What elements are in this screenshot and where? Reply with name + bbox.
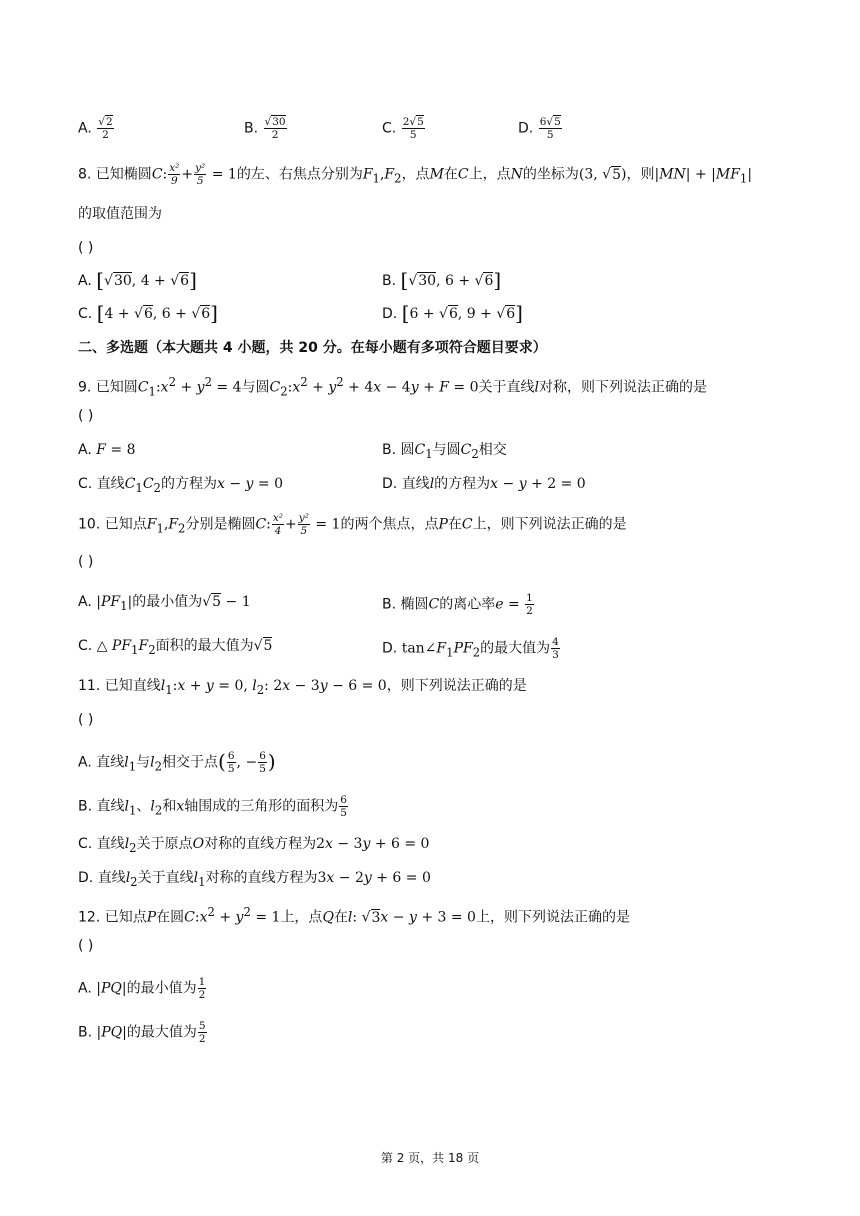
q12-option-b: B. |PQ|的最大值为 $\frac{5}{2}$ [78,1020,206,1045]
q11-option-c: C. 直线$l_2$关于原点O对称的直线方程为2x − 3y + 6 = 0 [78,836,430,855]
q10-option-a: A. $|PF_1|$的最小值为√5 − 1 [78,594,251,613]
q12-answer-paren: ( ) [78,938,94,954]
q10-option-b: B. 椭圆C的离心率e = $\frac{1}{2}$ [382,592,533,617]
section-heading-multiple-choice: 二、多选题（本大题共 4 小题，共 20 分。在每小题有多项符合题目要求） [78,340,547,356]
q12-stem: 12. 已知点P在圆$C:x^2 + y^2 = 1$上，点Q在l: √3x − y + 3 = 0上，则下列说法正确的是 [78,905,630,926]
q11-answer-paren: ( ) [78,712,94,728]
q11-stem: 11. 已知直线$l_1:x + y = 0$, $l_2$: 2x − 3y − 6 = 0，则下列说法正确的是 [78,678,527,697]
q8-option-b: B. [√30, 6 + √6] [382,268,502,292]
q11-option-b: B. 直线$l_1$、$l_2$和x轴围成的三角形的面积为 $\frac{6}{5}$ [78,794,347,819]
page-footer: 第 2 页，共 18 页 [380,1151,480,1165]
q8-option-c: C. [4 + √6, 6 + √6] [78,301,218,325]
q8-stem: 8. 已知椭圆C: $\frac{\text{x²}}{9}$ + $\frac{\text{y²}}{5}$ = 1的左、右焦点分别为$F_1,F_2$，点M在C上，点N的坐标为(3, √5)，则$|MN| + |MF_1|$ [78,162,753,187]
q9-stem: 9. 已知圆$C_1:x^2 + y^2 = 4$与圆$C_2:x^2 + y^2 + 4x - 4y + F = 0$关于直线l对称，则下列说法正确的是 [78,375,708,399]
q8-answer-paren: ( ) [78,240,94,256]
q9-option-d: D. 直线l的方程为x − y + 2 = 0 [382,476,586,492]
q11-option-d: D. 直线$l_2$关于直线$l_1$对称的直线方程为3x − 2y + 6 = 0 [78,870,431,889]
q9-option-c: C. 直线$C_1C_2$的方程为x − y = 0 [78,476,283,495]
q7-option-a: A. $\frac{√2}{2}$ [78,116,113,141]
q7-option-b: B. $\frac{√30}{2}$ [244,116,286,141]
q9-answer-paren: ( ) [78,408,94,424]
q7-option-c: C. $\frac{2√5}{5}$ [382,116,424,141]
q11-option-a: A. 直线$l_1$与$l_2$相交于点( $\frac{6}{5}$ , − $\frac{6}{5}$ ) [78,749,276,775]
q7-option-d: D. $\frac{6√5}{5}$ [518,116,561,141]
q10-answer-paren: ( ) [78,554,94,570]
q10-stem: 10. 已知点$F_1,F_2$分别是椭圆C: $\frac{\text{x²}}{4}$ + $\frac{\text{y²}}{5}$ = 1的两个焦点，点P在C上，则下列说法正确的是 [78,512,627,537]
q10-option-d: D. $\tan\angle F_1PF_2$的最大值为 $\frac{4}{3}$ [382,636,559,661]
q8-option-a: A. [√30, 4 + √6] [78,268,197,292]
q12-option-a: A. |PQ|的最小值为 $\frac{1}{2}$ [78,976,206,1001]
q8-option-d: D. [6 + √6, 9 + √6] [382,301,523,325]
q9-option-b: B. 圆$C_1$与圆$C_2$相交 [382,442,507,461]
q8-stem-line2: 的取值范围为 [78,206,162,222]
q10-option-c: C. △ $PF_1F_2$面积的最大值为√5 [78,638,273,657]
q9-option-a: A. F = 8 [78,442,136,458]
